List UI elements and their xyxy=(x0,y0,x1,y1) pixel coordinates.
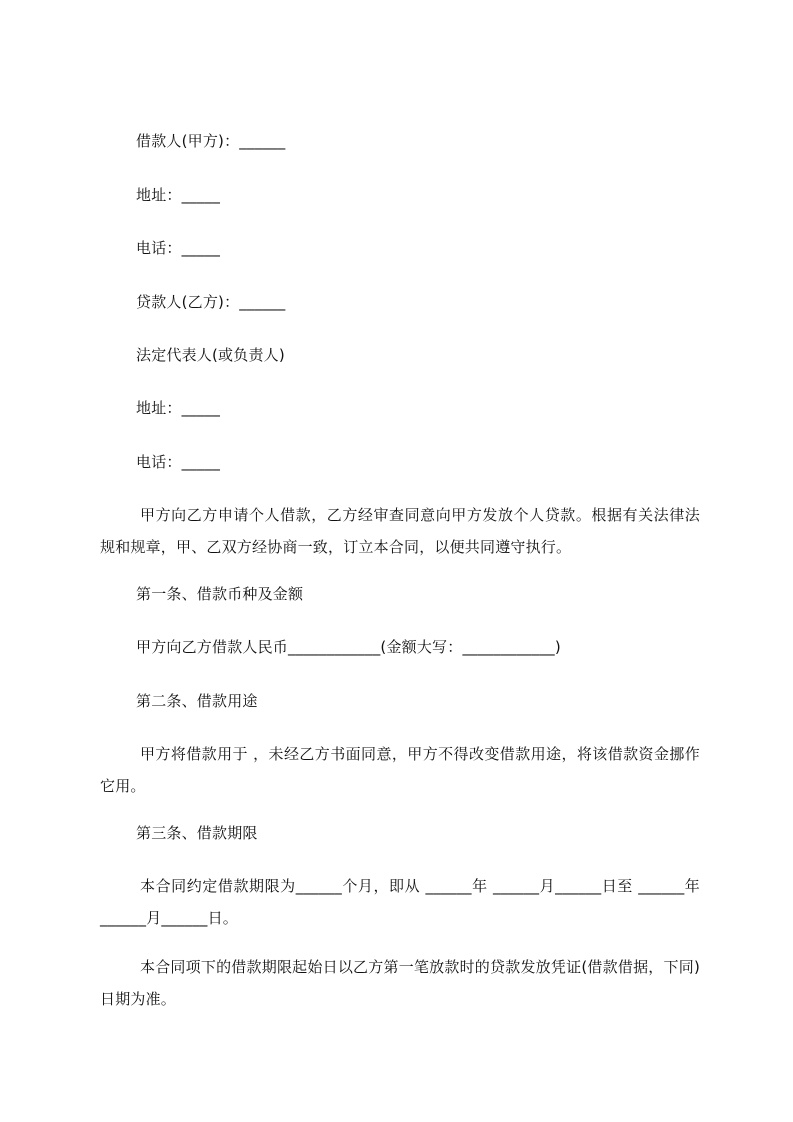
article-1-body: 甲方向乙方借款人民币____________(金额大写：____________) xyxy=(136,638,561,656)
article-1-title: 第一条、借款币种及金额 xyxy=(136,585,304,603)
borrower-phone-line: 电话：_____ xyxy=(136,239,221,257)
lender-address-line: 地址：_____ xyxy=(136,399,221,417)
legal-representative-line: 法定代表人(或负责人) xyxy=(136,346,285,364)
article-3-body-1: 本合同约定借款期限为______个月，即从 ______年 ______月______日至 ______年 ______月______日。 xyxy=(100,877,700,927)
article-2-body: 甲方将借款用于 ，未经乙方书面同意，甲方不得改变借款用途，将该借款资金挪作它用。 xyxy=(100,745,700,795)
borrower-address-line: 地址：_____ xyxy=(136,186,221,204)
lender-line: 贷款人(乙方)：______ xyxy=(136,293,286,311)
article-3-title: 第三条、借款期限 xyxy=(136,824,258,842)
article-3-body-2: 本合同项下的借款期限起始日以乙方第一笔放款时的贷款发放凭证(借款借据，下同)日期为准。 xyxy=(100,958,700,1008)
borrower-line: 借款人(甲方)：______ xyxy=(136,132,286,150)
article-2-title: 第二条、借款用途 xyxy=(136,692,258,710)
lender-phone-line: 电话：_____ xyxy=(136,453,221,471)
intro-paragraph: 甲方向乙方申请个人借款，乙方经审查同意向甲方发放个人贷款。根据有关法律法规和规章，甲、乙双方经协商一致，订立本合同，以便共同遵守执行。 xyxy=(100,506,700,556)
